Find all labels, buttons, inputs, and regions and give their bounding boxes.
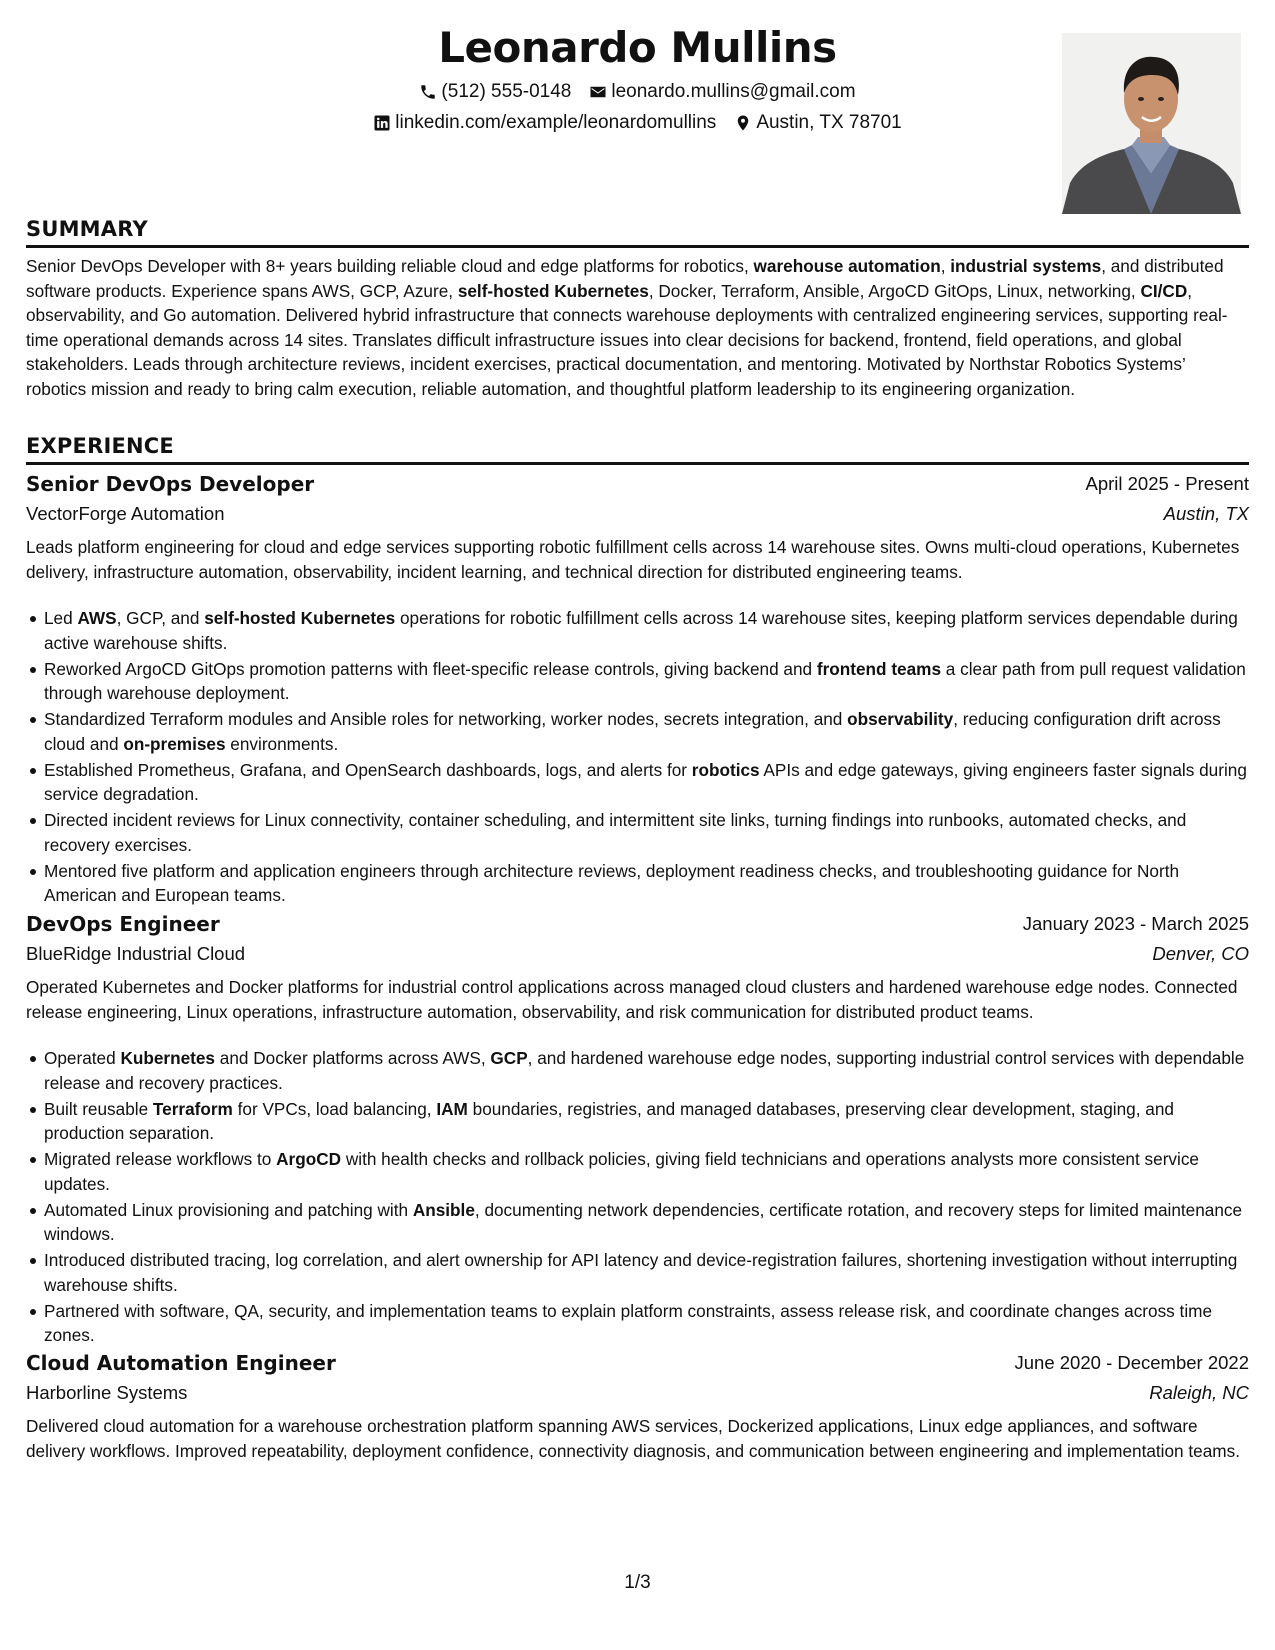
text-run: Automated Linux provisioning and patching with: [44, 1199, 413, 1220]
text-run: ,: [940, 256, 951, 276]
linkedin-contact[interactable]: [373, 107, 716, 138]
text-run: , and hardened warehouse edge nodes, supporting industrial control services with dependable release and recovery practices.: [44, 1048, 1245, 1093]
email-contact[interactable]: [589, 76, 855, 107]
bold-keyword: frontend teams: [816, 658, 942, 679]
bold-keyword: IAM: [436, 1098, 468, 1119]
text-run: and Docker platforms across AWS,: [215, 1048, 491, 1068]
candidate-name: Leonardo Mullins: [438, 23, 837, 72]
text-run: Migrated release workflows to: [44, 1149, 277, 1169]
job-title: Senior DevOps Developer: [26, 472, 315, 496]
text-run: , GCP, and: [116, 608, 205, 628]
bullet-item: [26, 1198, 1249, 1247]
bullet-item: [26, 707, 1249, 756]
text-run: Partnered with software, QA, security, and implementation teams to explain platform constraints, assess release risk, and coordinate changes across time zones.: [44, 1300, 1213, 1345]
text-run: Reworked ArgoCD GitOps promotion patterns with fleet-specific release controls, giving backend and: [44, 658, 817, 679]
location-text: Austin, TX 78701: [756, 112, 902, 133]
text-run: boundaries, registries, and managed databases, preserving clear development, staging, and production separation.: [44, 1098, 1174, 1143]
text-run: , Docker, Terraform, Ansible, ArgoCD GitOps, Linux, networking,: [648, 280, 1141, 301]
bold-keyword: industrial systems: [950, 256, 1102, 276]
summary-divider: [26, 245, 1249, 248]
job-description: Operated Kubernetes and Docker platforms for industrial control applications across managed cloud clusters and hardened warehouse edge nodes. Connected release engineering, Linux operations, infrastructure automation, observability, and risk communication for distributed product teams.: [26, 977, 1238, 1022]
map-pin-icon: [734, 114, 752, 132]
text-run: APIs and edge gateways, giving engineers faster signals during service degradation.: [44, 759, 1247, 804]
bullet-item: [26, 1248, 1249, 1297]
job-location: Denver, CO: [1152, 943, 1249, 964]
summary-text: [26, 254, 1249, 401]
phone-number: (512) 555-0148: [441, 81, 572, 102]
bullet-item: [26, 758, 1249, 807]
text-run: Established Prometheus, Grafana, and OpenSearch dashboards, logs, and alerts for: [44, 759, 692, 780]
job-dates: April 2025 - Present: [1085, 473, 1249, 494]
bold-keyword: on-premises: [123, 733, 226, 754]
profile-photo-illustration: [1062, 33, 1241, 214]
bold-keyword: ArgoCD: [276, 1149, 342, 1169]
text-run: , and distributed software products. Experience spans AWS, GCP, Azure,: [26, 256, 1224, 301]
summary-heading: SUMMARY: [26, 217, 148, 241]
job-location: Raleigh, NC: [1149, 1382, 1249, 1403]
bold-keyword: Kubernetes: [120, 1048, 215, 1068]
bullet-item: [26, 1097, 1249, 1146]
text-run: , reducing configuration drift across cloud and: [44, 709, 1221, 754]
job-company: Harborline Systems: [26, 1382, 188, 1403]
text-run: operations for robotic fulfillment cells across 14 warehouse sites, keeping platform services dependable during active warehouse shifts.: [44, 608, 1238, 653]
text-run: Introduced distributed tracing, log correlation, and alert ownership for API latency and device-registration failures, shortening investigation without interrupting warehouse shifts.: [44, 1250, 1238, 1295]
bold-keyword: self-hosted Kubernetes: [457, 280, 649, 301]
text-run: environments.: [225, 733, 339, 754]
job-dates: January 2023 - March 2025: [1022, 913, 1249, 934]
phone-icon: [419, 83, 437, 101]
location-contact: [734, 107, 901, 138]
linkedin-url: linkedin.com/example/leonardomullins: [395, 112, 717, 133]
profile-photo: [1062, 33, 1241, 214]
text-run: Built reusable: [44, 1098, 153, 1119]
bullet-item: [26, 657, 1249, 706]
text-run: with health checks and rollback policies, giving field technicians and operations analysts more consistent service updates.: [44, 1149, 1199, 1194]
job-title: Cloud Automation Engineer: [26, 1351, 336, 1375]
phone-contact[interactable]: [419, 76, 571, 107]
text-run: Senior DevOps Developer with 8+ years building reliable cloud and edge platforms for robotics,: [26, 256, 754, 276]
bold-keyword: Ansible: [412, 1199, 475, 1220]
bullet-item: [26, 1147, 1249, 1196]
job-description: Leads platform engineering for cloud and edge services supporting robotic fulfillment cells across 14 warehouse sites. Owns multi-cloud operations, Kubernetes delivery, infrastructure automation, observability, incident learning, and technical direction for distributed engineering teams.: [26, 537, 1240, 582]
bullet-item: [26, 808, 1249, 857]
text-run: , observability, and Go automation. Delivered hybrid infrastructure that connects warehouse deployments with centralized engineering services, supporting real-time operational demands across 14 sites. Translates difficult infrastructure issues into clear decisions for backend, frontend, field operations, and global stakeholders. Leads through architecture reviews, incident exercises, practical documentation, and mentoring. Motivated by Northstar Robotics Systems’ robotics mission and ready to bring calm execution, reliable automation, and thoughtful platform leadership to its engineering organization.: [26, 280, 1228, 399]
bold-keyword: warehouse automation: [753, 256, 941, 276]
bold-keyword: CI/CD: [1140, 280, 1188, 301]
bullet-item: [26, 1046, 1249, 1095]
job-description: Delivered cloud automation for a warehouse orchestration platform spanning AWS services, Dockerized applications, Linux edge appliances, and software delivery workflows. Improved repeatability, deployment confidence, connectivity diagnosis, and communication between engineering and implementation teams.: [26, 1416, 1240, 1461]
text-run: Operated: [44, 1048, 121, 1068]
job-location: Austin, TX: [1163, 503, 1249, 524]
email-address: leonardo.mullins@gmail.com: [611, 81, 856, 102]
text-run: a clear path from pull request validation through warehouse deployment.: [44, 658, 1246, 703]
bold-keyword: GCP: [490, 1048, 528, 1068]
envelope-icon: [589, 83, 607, 101]
text-run: Directed incident reviews for Linux connectivity, container scheduling, and intermittent site links, turning findings into runbooks, automated checks, and recovery exercises.: [44, 810, 1187, 855]
job-title: DevOps Engineer: [26, 912, 220, 936]
bullet-item: [26, 606, 1249, 655]
experience-divider: [26, 462, 1249, 465]
experience-heading: EXPERIENCE: [26, 434, 174, 458]
text-run: Mentored five platform and application engineers through architecture reviews, deployment readiness checks, and troubleshooting guidance for North American and European teams.: [44, 860, 1180, 905]
job-company: VectorForge Automation: [26, 503, 225, 524]
job-dates: June 2020 - December 2022: [1014, 1352, 1249, 1373]
text-run: , documenting network dependencies, certificate rotation, and recovery steps for limited maintenance windows.: [44, 1199, 1243, 1244]
bold-keyword: robotics: [691, 759, 760, 780]
bold-keyword: AWS: [77, 608, 117, 628]
page-number: 1/3: [624, 1572, 651, 1593]
bold-keyword: observability: [847, 709, 954, 729]
text-run: Standardized Terraform modules and Ansible roles for networking, worker nodes, secrets integration, and: [44, 709, 848, 729]
bullet-item: [26, 859, 1249, 908]
bullet-item: [26, 1299, 1249, 1348]
linkedin-icon: [373, 114, 391, 132]
text-run: Led: [44, 608, 78, 628]
bold-keyword: Terraform: [152, 1098, 233, 1119]
job-bullets: [26, 606, 1249, 909]
bold-keyword: self-hosted Kubernetes: [204, 608, 396, 628]
job-bullets: [26, 1046, 1249, 1349]
job-company: BlueRidge Industrial Cloud: [26, 943, 246, 964]
text-run: for VPCs, load balancing,: [232, 1098, 437, 1119]
